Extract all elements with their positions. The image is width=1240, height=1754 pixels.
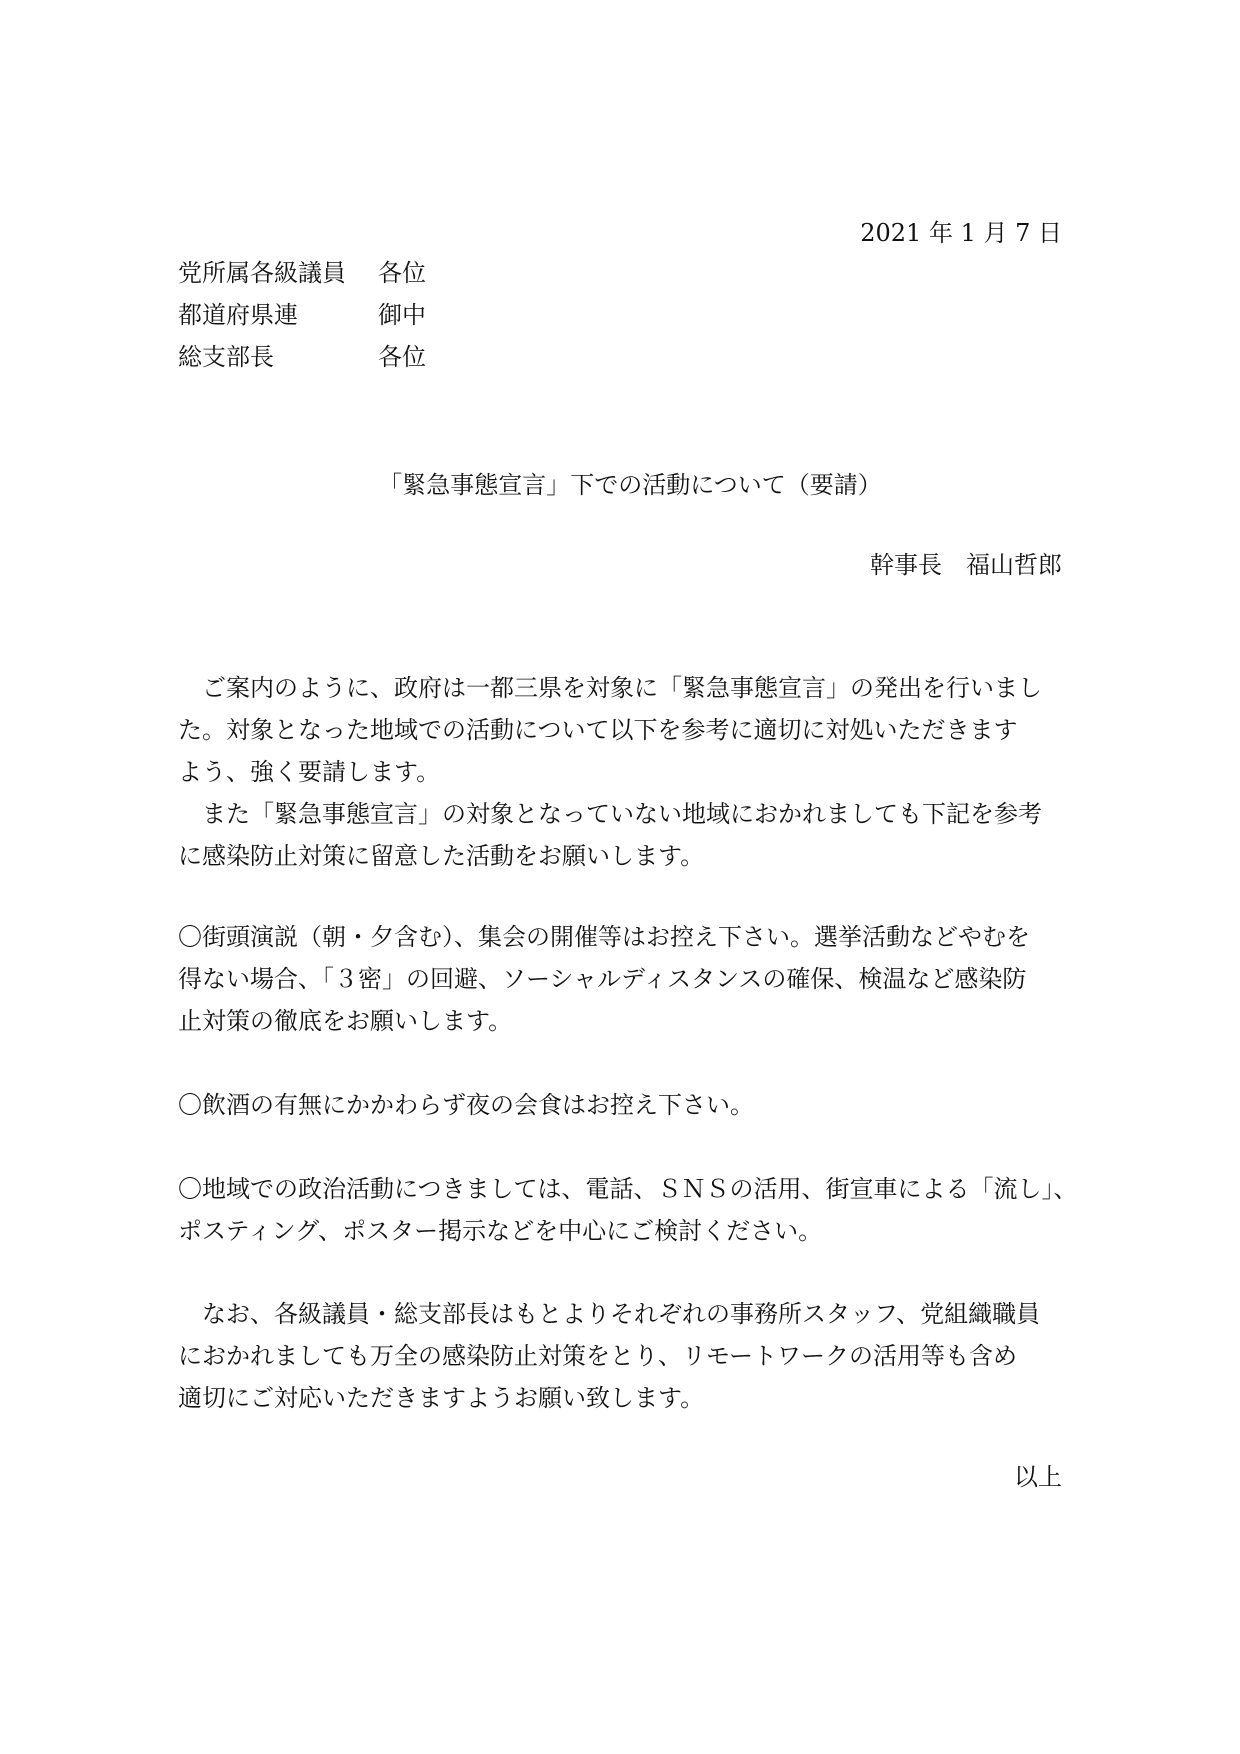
closing-mark: 以上 — [1014, 1463, 1062, 1491]
addressee-honorific: 各位 — [378, 343, 426, 371]
addressee-row — [178, 300, 426, 342]
document-date: 2021 年 1 月 7 日 — [860, 219, 1062, 247]
text-line: ご案内のように、政府は一都三県を対象に「緊急事態宣言」の発出を行いまし — [178, 674, 1042, 702]
text-line: 止対策の徹底をお願いします。 — [178, 1007, 513, 1035]
request-item-dining — [178, 1084, 1064, 1126]
document-sender: 幹事長 福山哲郎 — [870, 551, 1062, 579]
text-line: 適切にご対応いただきますようお願い致します。 — [178, 1384, 705, 1412]
addressee-name: 党所属各級議員 — [178, 259, 346, 287]
closing-paragraph — [178, 1293, 1064, 1419]
addressee-name: 都道府県連 — [178, 301, 298, 329]
addressee-row — [178, 258, 426, 300]
request-item-local-activity — [178, 1168, 1078, 1252]
addressee-row — [178, 342, 426, 384]
text-line: 得ない場合、「３密」の回避、ソーシャルディスタンスの確保、検温など感染防 — [178, 965, 1027, 993]
text-line: また「緊急事態宣言」の対象となっていない地域におかれましても下記を参考 — [178, 800, 1042, 828]
text-line: 〇街頭演説（朝・夕含む）、集会の開催等はお控え下さい。選挙活動などやむを — [178, 923, 1030, 951]
text-line: 〇飲酒の有無にかかわらず夜の会食はお控え下さい。 — [178, 1091, 754, 1119]
request-item-street-speech — [178, 916, 1064, 1042]
text-line: におかれましても万全の感染防止対策をとり、リモートワークの活用等も含め — [178, 1342, 1018, 1370]
document-title: 「緊急事態宣言」下での活動について（要請） — [378, 471, 882, 499]
addressee-honorific: 各位 — [378, 259, 426, 287]
addressee-name: 総支部長 — [178, 343, 274, 371]
text-line: に感染防止対策に留意した活動をお願いします。 — [178, 842, 705, 870]
addressee-list — [178, 258, 426, 384]
text-line: なお、各級議員・総支部長はもとよりそれぞれの事務所スタッフ、党組織職員 — [178, 1300, 1041, 1328]
addressee-honorific: 御中 — [378, 301, 426, 329]
text-line: ポスティング、ポスター掲示などを中心にご検討ください。 — [178, 1217, 823, 1245]
intro-paragraph — [178, 667, 1064, 877]
text-line: よう、強く要請します。 — [178, 758, 441, 786]
text-line: 〇地域での政治活動につきましては、電話、ＳＮＳの活用、街宣車による「流し」、 — [178, 1175, 1078, 1203]
text-line: た。対象となった地域での活動について以下を参考に適切に対処いただきます — [178, 716, 1018, 744]
